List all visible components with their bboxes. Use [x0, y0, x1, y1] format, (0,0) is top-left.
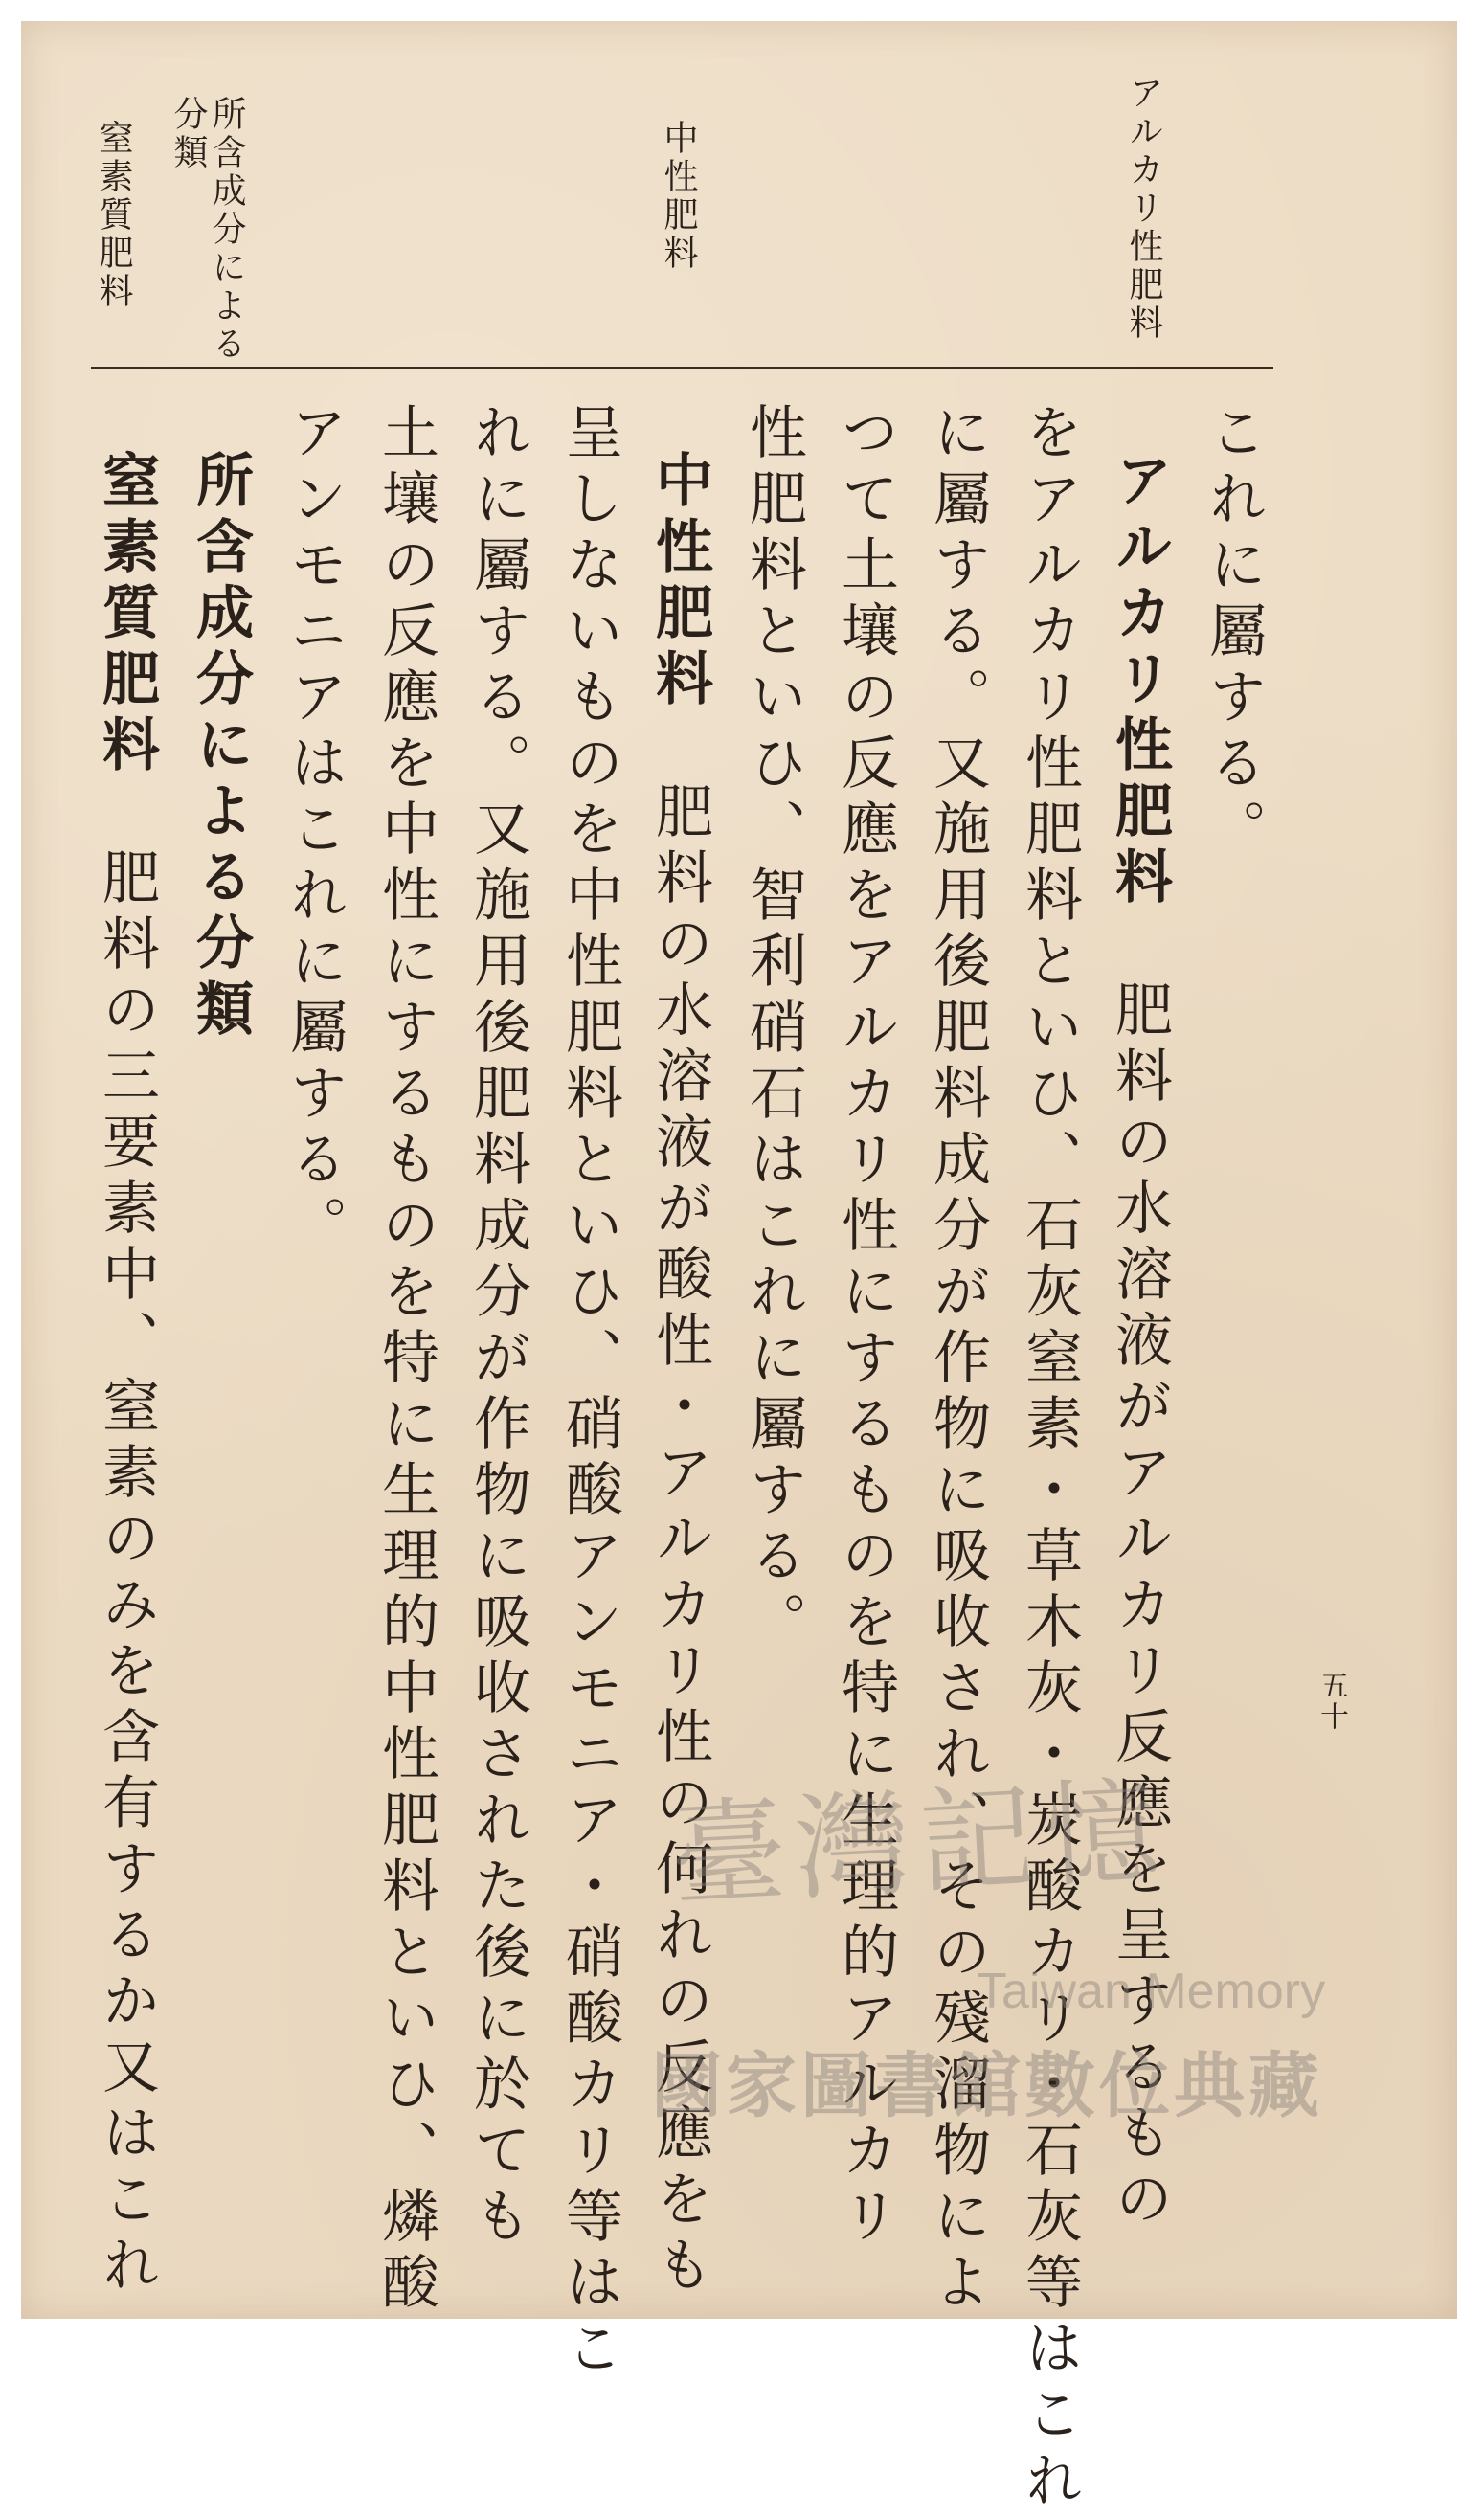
paragraph-text: 肥料の水溶液がアルカリ反應を呈するもの	[1106, 979, 1173, 2235]
heading-classification-by-components: 所含成分による分類	[187, 450, 254, 1045]
watermark-sub-text: 國家圖書館數位典藏	[651, 2045, 1323, 2127]
body-column-5: つて土壤の反應をアルカリ性にするものを特に生理的アルカリ	[832, 402, 899, 2252]
paragraph-text: 肥料の三要素中、窒素のみを含有するか又はこれ	[93, 847, 160, 2301]
page-number: 五十	[1315, 1671, 1348, 1732]
body-column-4: に屬する。又施用後肥料成分が作物に吸收され、その殘溜物によ	[924, 402, 991, 2318]
body-column-7	[646, 450, 713, 2301]
running-head-classification-2: 分類	[169, 96, 208, 172]
heading-neutral-fertilizer: 中性肥料	[646, 450, 713, 714]
header-rule	[91, 367, 1273, 369]
body-column-2	[1106, 450, 1173, 2235]
running-head-neutral: 中性肥料	[659, 120, 698, 273]
body-column-8: 呈しないものを中性肥料といひ、硝酸アンモニア・硝酸カリ等はこ	[556, 402, 623, 2384]
body-column-10: 土壤の反應を中性にするものを特に生理的中性肥料といひ、燐酸	[372, 402, 439, 2318]
paragraph-text: 肥料の水溶液が酸性・アルカリ性の何れの反應をも	[646, 781, 713, 2301]
body-column-6: 性肥料といひ、智利硝石はこれに屬する。	[740, 402, 807, 1657]
body-column-13	[93, 450, 160, 2301]
watermark-main-text: 臺灣記憶	[667, 1764, 1172, 1924]
heading-nitrogen-fertilizer: 窒素質肥料	[93, 450, 160, 780]
body-column-1: これに屬する。	[1200, 402, 1267, 865]
heading-alkali-fertilizer: アルカリ性肥料	[1106, 450, 1173, 912]
body-column-11: アンモニアはこれに屬する。	[281, 402, 348, 1261]
running-head-alkali: アルカリ性肥料	[1124, 75, 1163, 343]
watermark-english-text: Taiwan Memory	[977, 1964, 1326, 2019]
page-paper	[21, 21, 1457, 2319]
running-head-classification-1: 所含成分による	[207, 96, 246, 364]
body-column-9: れに屬する。又施用後肥料成分が作物に吸收された後に於ても	[464, 402, 531, 2252]
body-column-3: をアルカリ性肥料といひ、石灰窒素・草木灰・炭酸カリ・石灰等はこれ	[1016, 402, 1083, 2516]
running-head-nitrogen: 窒素質肥料	[94, 120, 133, 311]
